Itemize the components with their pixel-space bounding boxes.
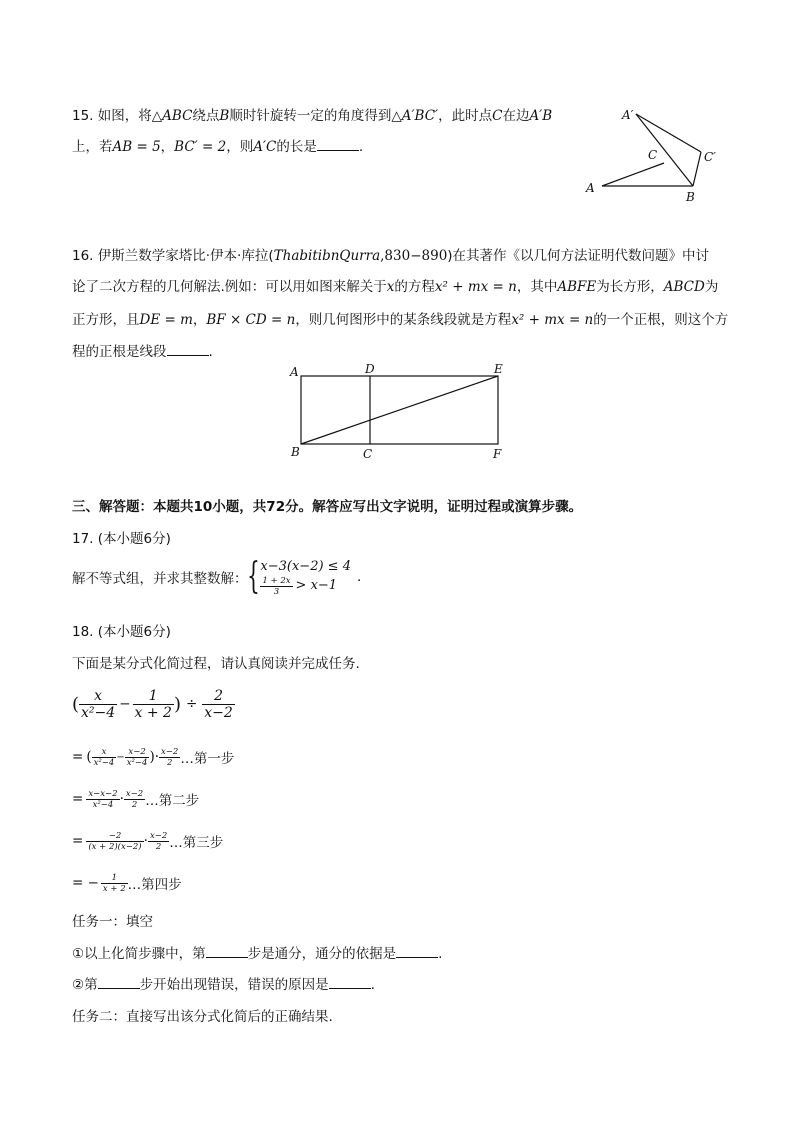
q18-step2: = $\frac{x-x-2}{\text{x²−4}}$ · $\frac{x-2}{2}$ …第二步	[72, 788, 200, 810]
q18-title: 18. (本小题6分)	[72, 624, 171, 640]
inequality-2: $\frac{1 + 2x}{3}$ > x−1	[262, 575, 338, 597]
q18-task1-item1: ①以上化简步骤中，第 步是通分，通分的依据是 .	[72, 946, 443, 962]
q16-line1: 16. 伊斯兰数学家塔比·伊本·库拉(ThabitibnQurra,830−890)在其著作《以几何方法证明代数问题》中讨	[72, 248, 710, 264]
error-reason-blank[interactable]	[329, 976, 371, 989]
label-D: D	[365, 362, 375, 376]
step-number-blank[interactable]	[206, 945, 248, 958]
label-E: E	[494, 362, 503, 376]
q16-answer-blank[interactable]	[167, 343, 209, 356]
q17-title: 17. (本小题6分)	[72, 531, 171, 547]
q15-line2: 上，若AB = 5，BC′ = 2，则A′C的长是 .	[72, 139, 364, 155]
q18-step4: = − $\frac{1}{x + 2}$ …第四步	[72, 872, 182, 894]
q18-intro: 下面是某分式化简过程，请认真阅读并完成任务.	[72, 656, 360, 672]
label-A: A	[586, 181, 595, 195]
q17-problem: 解不等式组，并求其整数解： { x−3(x−2) ≤ 4 $\frac{1 + 2x}{3}$ > x−1 .	[72, 556, 362, 597]
label-F: F	[493, 447, 502, 461]
q18-step1: = ( $\frac{x}{\text{x²−4}}$ − $\frac{x-2}{\text{x²−4}}$ )· $\frac{x-2}{2}$ …第一步	[72, 746, 235, 768]
label-B: B	[686, 190, 695, 204]
error-step-blank[interactable]	[98, 976, 140, 989]
inequality-1: x−3(x−2) ≤ 4	[260, 558, 351, 574]
label-C: C	[648, 148, 658, 162]
q18-task1: 任务一：填空	[72, 914, 153, 930]
label-C: C	[363, 447, 373, 461]
basis-blank[interactable]	[396, 945, 438, 958]
label-A-prime: A′	[622, 108, 634, 122]
label-B: B	[291, 445, 300, 459]
q16-line2: 论了二次方程的几何解法.例如：可以用如图来解关于x的方程x² + mx = n，其中ABFE为长方形，ABCD为	[72, 279, 719, 295]
q18-task2: 任务二：直接写出该分式化简后的正确结果.	[72, 1009, 333, 1025]
label-A: A	[290, 365, 299, 379]
section3-header: 三、解答题：本题共10小题，共72分。解答应写出文字说明，证明过程或演算步骤。	[72, 499, 583, 515]
q15-line1: 15. 如图，将△ABC绕点B顺时针旋转一定的角度得到△A′BC′，此时点C在边A′B	[72, 108, 553, 124]
q18-expression: ( $\frac{x}{\text{x²−4}}$ − $\frac{1}{x + 2}$ ) ÷ $\frac{2}{x-2}$	[72, 687, 233, 721]
q16-rectangle-figure	[284, 360, 514, 464]
q15-answer-blank[interactable]	[317, 138, 359, 151]
q16-line3: 正方形，且DE = m，BF × CD = n，则几何图形中的某条线段就是方程x² + mx = n的一个正根，则这个方	[72, 312, 729, 328]
q18-task1-item2: ②第 步开始出现错误，错误的原因是 .	[72, 977, 375, 993]
brace: {	[246, 556, 260, 597]
q18-step3: = $\frac{-2}{(x + 2)(x-2)}$ · $\frac{x-2}{2}$ …第三步	[72, 830, 224, 852]
q16-line4: 程的正根是线段 .	[72, 344, 213, 360]
label-C-prime: C′	[704, 150, 716, 164]
q15-triangle-figure	[578, 100, 728, 205]
